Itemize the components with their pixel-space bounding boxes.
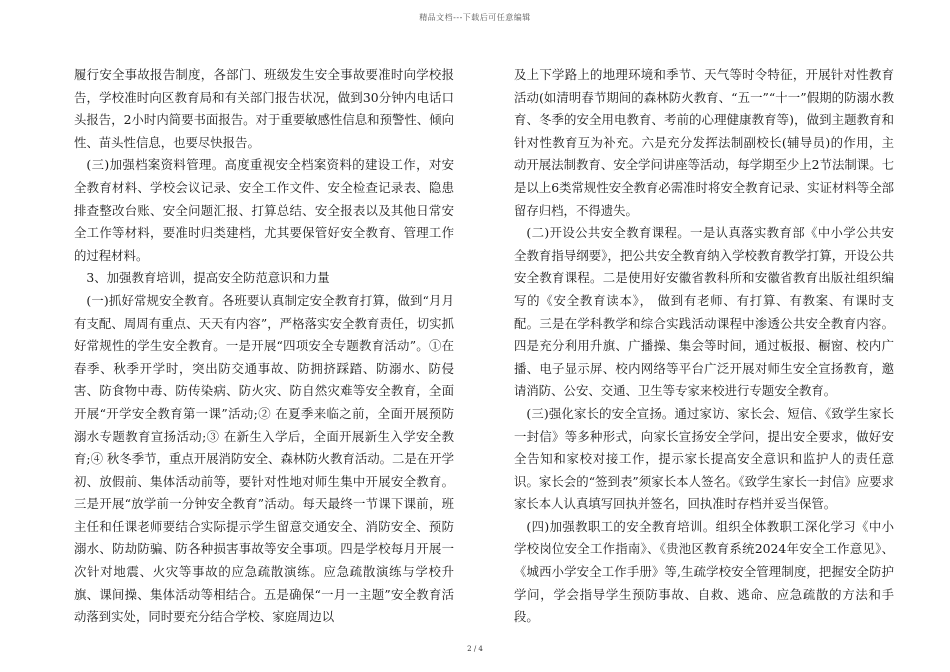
paragraph: (二)开设公共安全教育课程。一是认真落实教育部《中小学公共安全教育指导纲要》，把公共安全教育纳入学校教育教学打算，开设公共安全教育课程。二是使用好安徽省教科所和安徽省教育出版社组织编写的《安全教育读本》， 做到有老师、有打算、有教案、有课时支配。三是在学科教学和综合实践活动课程中渗透公共安全教育内容。四是充分利用升旗、广播操、集会等时间，通过板报、橱窗、校内广播、电子显示屏、校内网络等平台广泛开展对师生安全宣扬教育，邀请消防、公安、交通、卫生等专家来校进行专题安全教育。 <box>514 225 894 399</box>
paragraph: (一)抓好常规安全教育。各班要认真制定安全教育打算，做到“月月有支配、周周有重点、天天有内容”，严格落实安全教育责任，切实抓好常规性的学生安全教育。一是开展“四项安全专题教育活动”。①在春季、秋季开学时，突出防交通事故、防拥挤踩踏、防溺水、防侵害、防食物中毒、防传染病、防火灾、防自然灾难等安全教育，全面开展“开学安全教育第一课”活动;② 在夏季来临之前，全面开展预防溺水专题教育宣扬活动;③ 在新生入学后，全面开展新生入学安全教育;④ 秋冬季节，重点开展消防安全、森林防火教育活动。二是在开学初、放假前、集体活动前等，要针对性地对师生集中开展安全教育。三是开展“放学前一分钟安全教育”活动。每天最终一节课下课前，班主任和任课老师要结合实际提示学生留意交通安全、消防安全、预防溺水、防劫防骗、防各种损害事故等安全事项。四是学校每月开展一次针对地震、火灾等事故的应急疏散演练。应急疏散演练与学校升旗、课间操、集体活动等相结合。五是确保“一月一主题”安全教育活动落到实处，同时要充分结合学校、家庭周边以 <box>74 292 454 625</box>
paragraph: 履行安全事故报告制度，各部门、班级发生安全事故要准时向学校报告，学校准时向区教育局和有关部门报告状况，做到30分钟内电话口头报告，2小时内简要书面报告。对于重要敏感性信息和预警性、倾向性、苗头性信息，也要尽快报告。 <box>74 67 454 150</box>
document-body <box>74 64 894 629</box>
page-header: 精品文档---下载后可任意编辑 <box>419 13 531 22</box>
section-heading: 3、加强教育培训，提高安全防范意识和力量 <box>86 270 330 286</box>
paragraph: (三)强化家长的安全宣扬。通过家访、家长会、短信、《致学生家长一封信》等多种形式，向家长宣扬安全学问，提出安全要求，做好安全告知和家校对接工作，提示家长提高安全意识和监护人的责任意识。家长会的“签到表”须家长本人签名。《致学生家长一封信》应要求家长本人认真填写回执并签名，回执准时存档并妥当保管。 <box>514 405 894 512</box>
page-number: 2 / 4 <box>467 645 483 653</box>
paragraph: (四)加强教职工的安全教育培训。组织全体教职工深化学习《中小学校岗位安全工作指南》、《贵池区教育系统2024年安全工作意见》、《城西小学安全工作手册》等,生疏学校安全管理制度，把握安全防护学问，学会指导学生预防事故、自救、逃命、应急疏散的方法和手段。 <box>514 518 894 625</box>
left-column <box>74 64 454 629</box>
right-column <box>514 64 894 629</box>
paragraph: (三)加强档案资料管理。高度重视安全档案资料的建设工作，对安全教育材料、学校会议记录、安全工作文件、安全检查记录表、隐患排查整改台账、安全问题汇报、打算总结、安全报表以及其他日常安全工作等材料，要准时归类建档，尤其要保管好安全教育、管理工作的过程材料。 <box>74 157 454 263</box>
paragraph: 及上下学路上的地理环境和季节、天气等时令特征，开展针对性教育活动(如清明春节期间的森林防火教育、“五一”“十一”假期的防溺水教育、冬季的安全用电教育、考前的心理健康教育等)，做到主题教育和针对性教育互为补充。六是充分发挥法制副校长(辅导员)的作用，主动开展法制教育、安全学问讲座等活动，每学期至少上2节法制课。七是以上6类常规性安全教育必需准时将安全教育记录、实证材料等全部留存归档，不得遗失。 <box>514 67 894 218</box>
